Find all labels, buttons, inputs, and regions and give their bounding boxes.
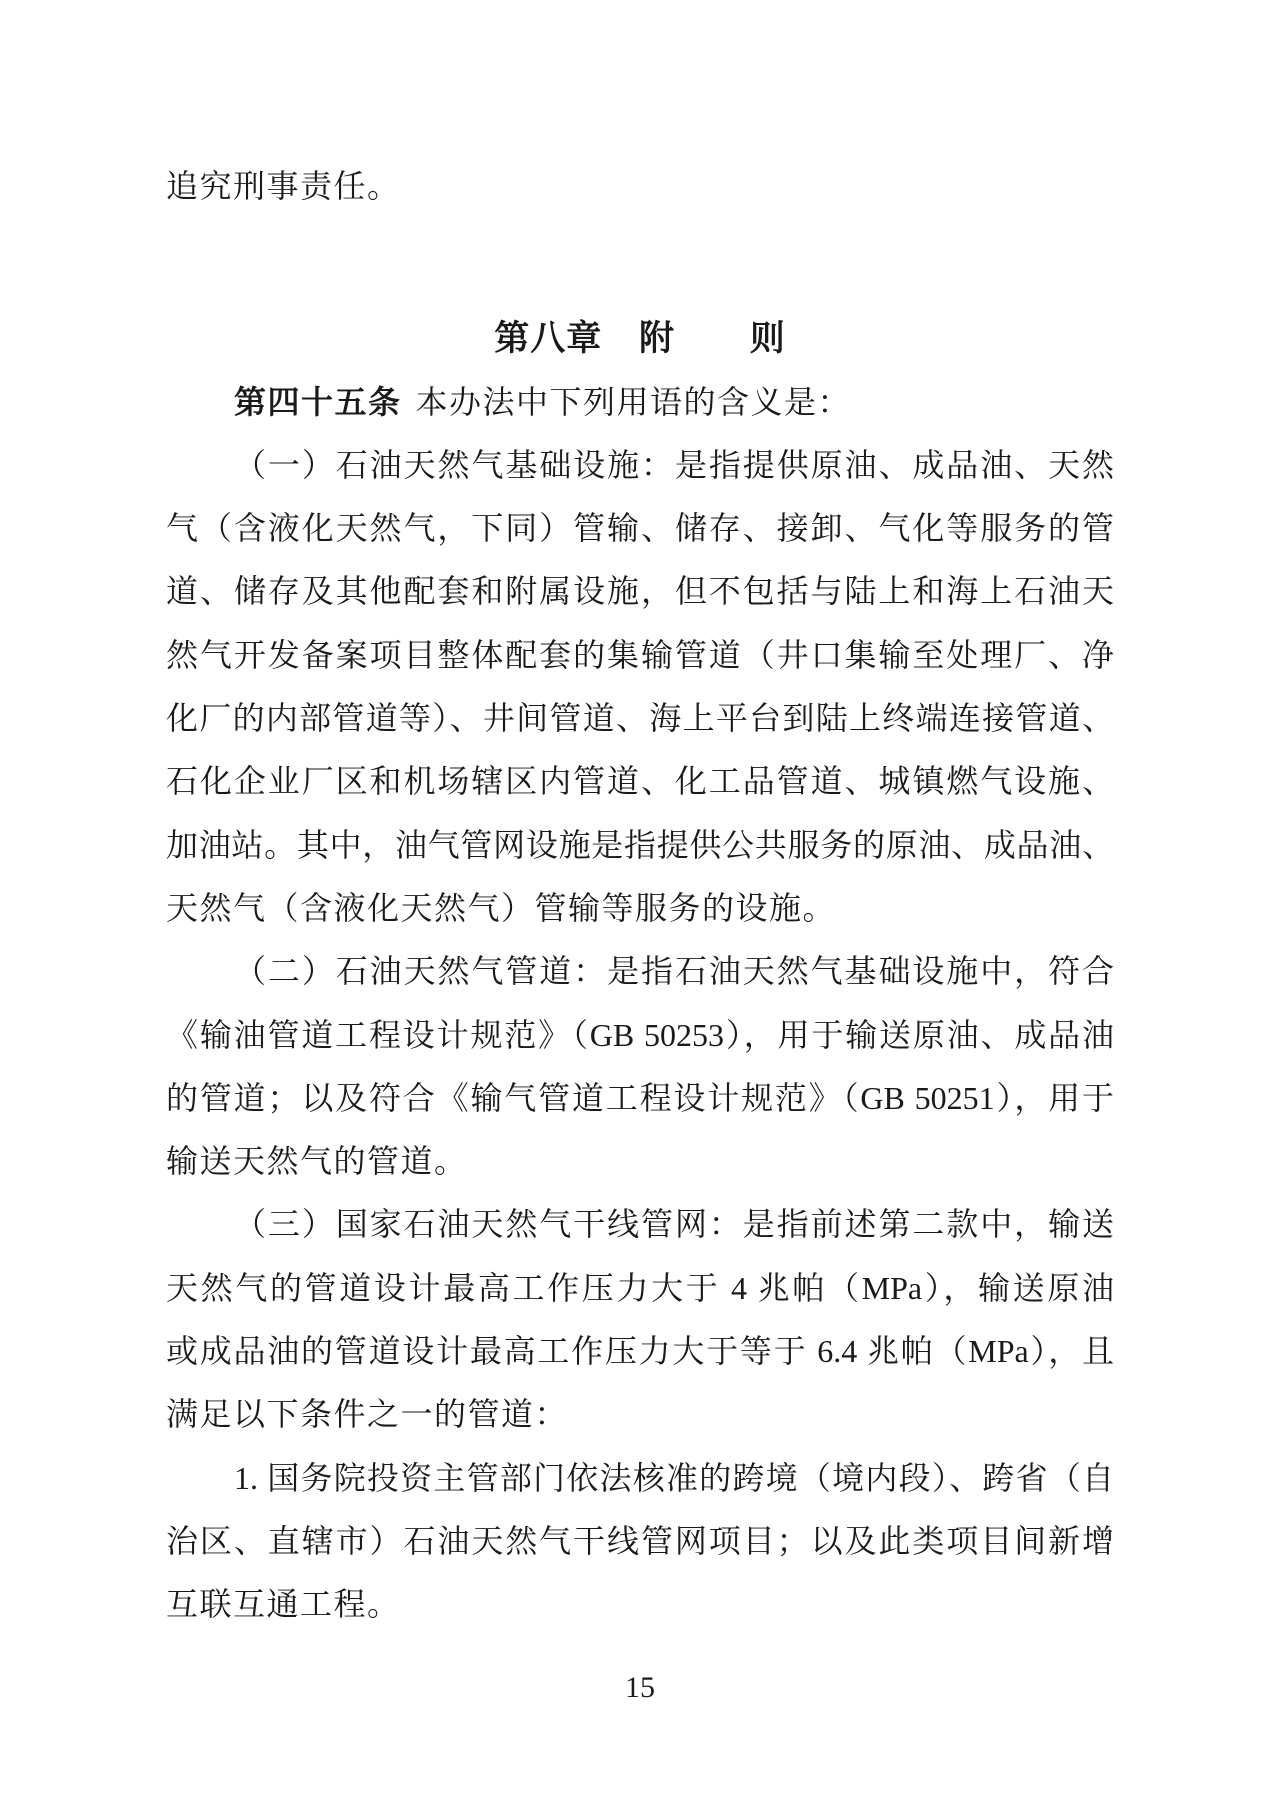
leading-line: 追究刑事责任。 [166, 168, 401, 204]
body-line: （二）石油天然气管道：是指石油天然气基础设施中，符合 [234, 953, 1114, 990]
body-line: 治区、直辖市）石油天然气干线管网项目；以及此类项目间新增 [166, 1522, 1114, 1559]
body-line: 输送天然气的管道。 [166, 1143, 468, 1180]
body-line: 化厂的内部管道等）、井间管道、海上平台到陆上终端连接管道、 [166, 700, 1114, 737]
chapter-title-word-2: 则 [749, 319, 786, 359]
body-line: （一）石油天然气基础设施：是指提供原油、成品油、天然 [234, 446, 1114, 483]
body-line: 气（含液化天然气，下同）管输、储存、接卸、气化等服务的管 [166, 510, 1114, 547]
body-line: 《输油管道工程设计规范》（GB 50253），用于输送原油、成品油 [166, 1016, 1114, 1053]
text-column [166, 0, 1114, 1637]
article-intro: 本办法中下列用语的含义是： [415, 383, 852, 420]
body-line: 或成品油的管道设计最高工作压力大于等于 6.4 兆帕（MPa），且 [166, 1333, 1114, 1370]
body-line: 的管道；以及符合《输气管道工程设计规范》（GB 50251），用于 [166, 1079, 1114, 1116]
body-line: 1. 国务院投资主管部门依法核准的跨境（境内段）、跨省（自 [234, 1459, 1114, 1496]
article-number: 第四十五条 [234, 383, 402, 420]
article-line [166, 371, 1114, 434]
chapter-number: 第八章 [494, 319, 603, 359]
body-line: 加油站。其中，油气管网设施是指提供公共服务的原油、成品油、 [166, 826, 1114, 863]
body-line: 然气开发备案项目整体配套的集输管道（井口集输至处理厂、净 [166, 636, 1114, 673]
chapter-heading [166, 307, 1114, 370]
body-line: 石化企业厂区和机场辖区内管道、化工品管道、城镇燃气设施、 [166, 763, 1114, 800]
chapter-title-word-1: 附 [638, 319, 675, 359]
body-line: 满足以下条件之一的管道： [166, 1396, 569, 1433]
body-line: （三）国家石油天然气干线管网：是指前述第二款中，输送 [234, 1206, 1114, 1243]
body-line: 互联互通工程。 [166, 1586, 401, 1623]
body-line: 天然气（含液化天然气）管输等服务的设施。 [166, 889, 837, 926]
page-number: 15 [625, 1671, 655, 1704]
body-line: 道、储存及其他配套和附属设施，但不包括与陆上和海上石油天 [166, 573, 1114, 610]
body-line: 天然气的管道设计最高工作压力大于 4 兆帕（MPa），输送原油 [166, 1269, 1114, 1306]
